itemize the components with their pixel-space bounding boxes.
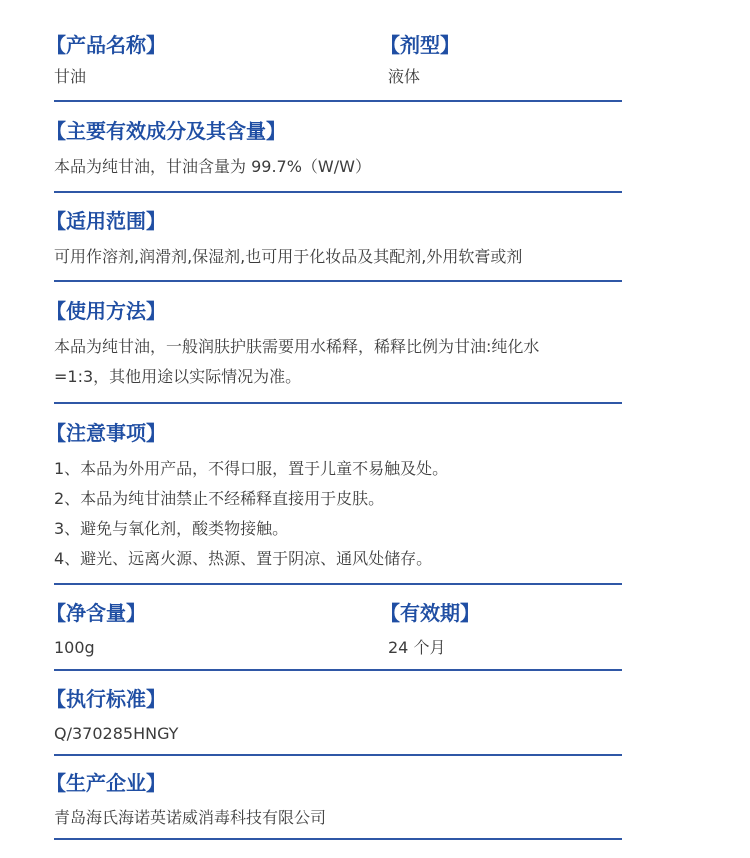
precaution-item: 3、避免与氧化剂，酸类物接触。 <box>54 519 289 538</box>
net-content-label: 【净含量】 <box>46 601 146 625</box>
divider <box>54 838 622 840</box>
dosage-form-value: 液体 <box>388 67 421 86</box>
divider <box>54 669 622 671</box>
usage-line: =1:3，其他用途以实际情况为准。 <box>54 367 302 386</box>
scope-value: 可用作溶剂,润滑剂,保湿剂,也可用于化妆品及其配剂,外用软膏或剂 <box>54 247 523 266</box>
scope-label: 【适用范围】 <box>46 209 166 233</box>
ingredients-value: 本品为纯甘油，甘油含量为 99.7%（W/W） <box>54 157 371 176</box>
usage-label: 【使用方法】 <box>46 299 166 323</box>
ingredients-section <box>46 118 622 194</box>
precaution-item: 4、避光、远离火源、热源、置于阴凉、通风处储存。 <box>54 549 433 568</box>
shelf-life-value: 24 个月 <box>388 638 446 657</box>
usage-section <box>46 298 622 404</box>
manufacturer-section <box>46 770 622 842</box>
precaution-item: 2、本品为纯甘油禁止不经稀释直接用于皮肤。 <box>54 489 385 508</box>
manufacturer-value: 青岛海氏海诺英诺威消毒科技有限公司 <box>54 808 327 827</box>
divider <box>54 583 622 585</box>
product-name-value: 甘油 <box>54 67 87 86</box>
product-name-label: 【产品名称】 <box>46 33 166 57</box>
divider <box>54 191 622 193</box>
divider <box>54 100 622 102</box>
divider <box>54 754 622 756</box>
standard-value: Q/370285HNGY <box>54 724 179 743</box>
product-name-section <box>46 32 622 102</box>
precaution-item: 1、本品为外用产品，不得口服，置于儿童不易触及处。 <box>54 459 449 478</box>
shelf-life-label: 【有效期】 <box>380 601 480 625</box>
standard-section <box>46 686 622 758</box>
manufacturer-label: 【生产企业】 <box>46 771 166 795</box>
dosage-form-label: 【剂型】 <box>380 33 460 57</box>
precautions-label: 【注意事项】 <box>46 421 166 445</box>
scope-section <box>46 208 622 284</box>
divider <box>54 402 622 404</box>
net-content-value: 100g <box>54 638 95 657</box>
precautions-section <box>46 420 622 586</box>
net-content-section <box>46 600 622 672</box>
divider <box>54 280 622 282</box>
usage-line: 本品为纯甘油，一般润肤护肤需要用水稀释，稀释比例为甘油:纯化水 <box>54 337 540 356</box>
standard-label: 【执行标准】 <box>46 687 166 711</box>
ingredients-label: 【主要有效成分及其含量】 <box>46 119 286 143</box>
